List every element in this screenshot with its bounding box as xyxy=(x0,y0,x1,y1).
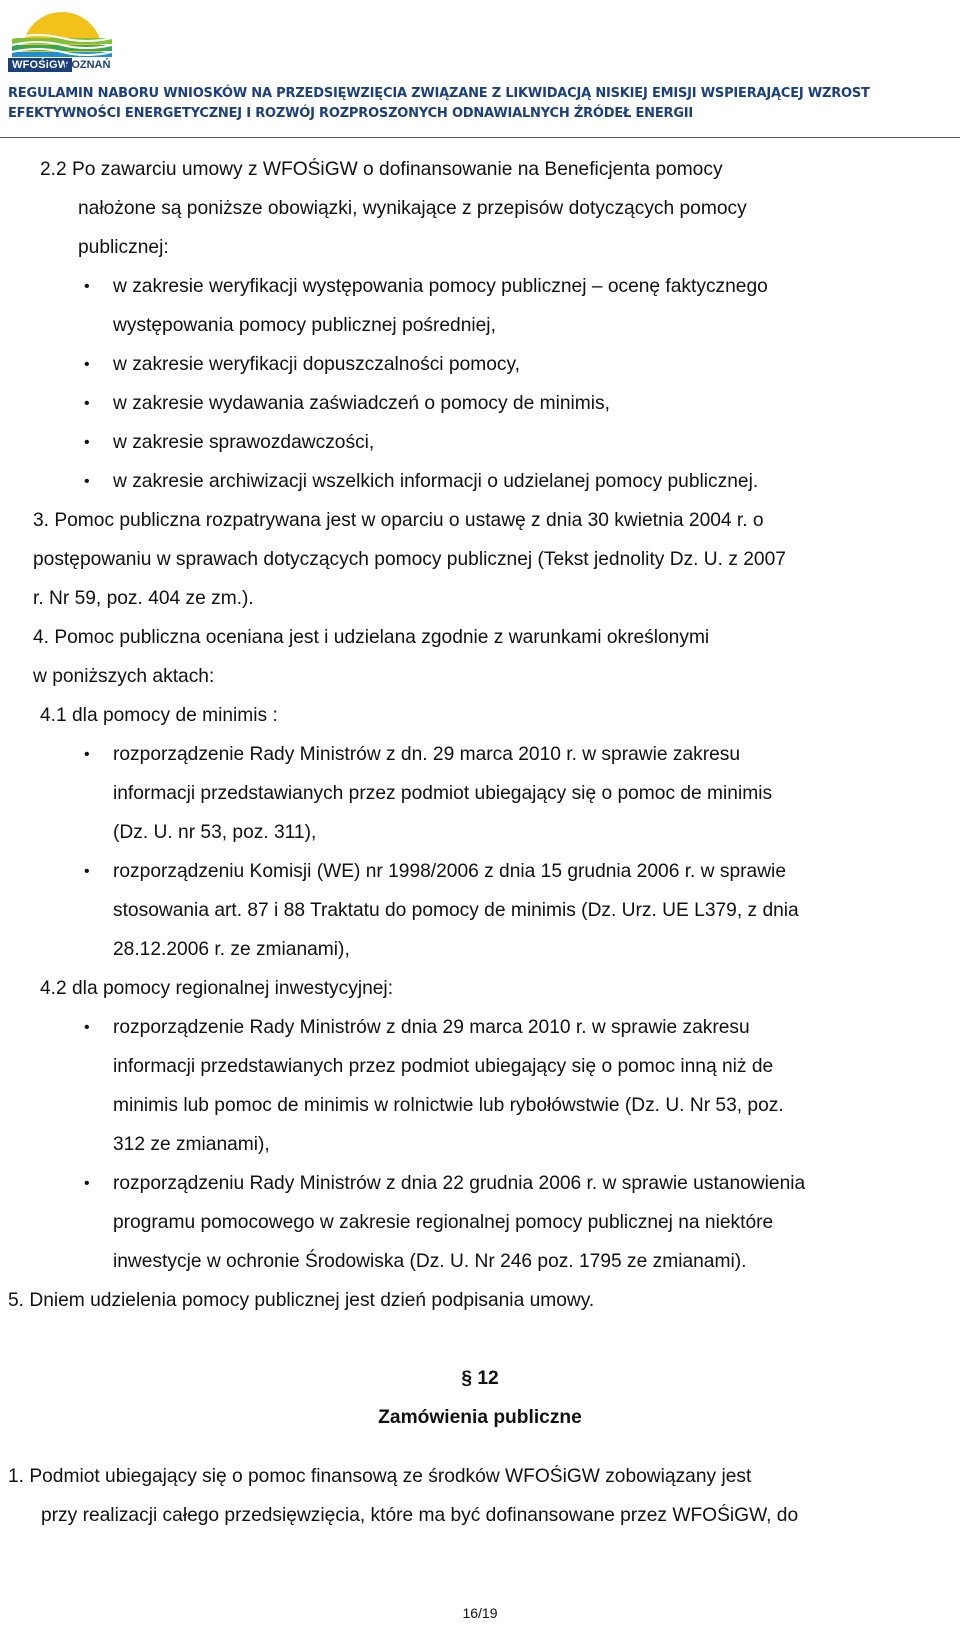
subsection-heading: 4.1 dla pomocy de minimis : xyxy=(40,705,278,726)
bullet-icon: • xyxy=(84,863,90,880)
list-item: 312 ze zmianami), xyxy=(113,1134,270,1155)
page-number: 16/19 xyxy=(462,1605,498,1621)
list-item: w zakresie sprawozdawczości, xyxy=(113,432,375,453)
document-header-line-2: EFEKTYWNOŚCI ENERGETYCZNEJ I ROZWÓJ ROZPROSZONYCH ODNAWIALNYCH ŹRÓDEŁ ENERGII xyxy=(8,106,694,121)
list-item: w zakresie weryfikacji dopuszczalności pomocy, xyxy=(113,354,520,375)
list-item: rozporządzeniu Komisji (WE) nr 1998/2006 z dnia 15 grudnia 2006 r. w sprawie xyxy=(113,861,786,882)
bullet-icon: • xyxy=(84,278,90,295)
bullet-icon: • xyxy=(84,395,90,412)
bullet-icon: • xyxy=(84,473,90,490)
list-item: rozporządzeniu Rady Ministrów z dnia 22 grudnia 2006 r. w sprawie ustanowienia xyxy=(113,1173,806,1194)
paragraph-line: 1. Podmiot ubiegający się o pomoc finansową ze środków WFOŚiGW zobowiązany jest xyxy=(8,1466,752,1487)
list-item: (Dz. U. nr 53, poz. 311), xyxy=(113,822,317,843)
paragraph-line: publicznej: xyxy=(78,237,169,258)
list-item: 28.12.2006 r. ze zmianami), xyxy=(113,939,350,960)
paragraph-line: 2.2 Po zawarciu umowy z WFOŚiGW o dofinansowanie na Beneficjenta pomocy xyxy=(40,159,723,180)
logo-city: POZNAŃ xyxy=(64,59,111,71)
list-item: programu pomocowego w zakresie regionalnej pomocy publicznej na niektóre xyxy=(113,1212,774,1233)
list-item: informacji przedstawianych przez podmiot ubiegający się o pomoc inną niż de xyxy=(113,1056,774,1077)
paragraph-line: r. Nr 59, poz. 404 ze zm.). xyxy=(33,588,254,609)
paragraph-line: w poniższych aktach: xyxy=(33,666,215,687)
paragraph-line: nałożone są poniższe obowiązki, wynikające z przepisów dotyczących pomocy xyxy=(78,198,747,219)
paragraph-line: postępowaniu w sprawach dotyczących pomocy publicznej (Tekst jednolity Dz. U. z 2007 xyxy=(33,549,786,570)
list-item: informacji przedstawianych przez podmiot ubiegający się o pomoc de minimis xyxy=(113,783,773,804)
list-item: stosowania art. 87 i 88 Traktatu do pomocy de minimis (Dz. Urz. UE L379, z dnia xyxy=(113,900,799,921)
list-item: w zakresie weryfikacji występowania pomocy publicznej – ocenę faktycznego xyxy=(113,276,768,297)
bullet-icon: • xyxy=(84,434,90,451)
bullet-icon: • xyxy=(84,356,90,373)
header-divider xyxy=(0,137,960,138)
section-title: Zamówienia publiczne xyxy=(378,1407,582,1428)
paragraph-line: 5. Dniem udzielenia pomocy publicznej jest dzień podpisania umowy. xyxy=(8,1290,595,1311)
paragraph-line: przy realizacji całego przedsięwzięcia, które ma być dofinansowane przez WFOŚiGW, do xyxy=(41,1505,799,1526)
bullet-icon: • xyxy=(84,1019,90,1036)
list-item: inwestycje w ochronie Środowiska (Dz. U. Nr 246 poz. 1795 ze zmianami). xyxy=(113,1251,747,1272)
list-item: występowania pomocy publicznej pośredniej, xyxy=(113,315,496,336)
bullet-icon: • xyxy=(84,1175,90,1192)
list-item: rozporządzenie Rady Ministrów z dnia 29 marca 2010 r. w sprawie zakresu xyxy=(113,1017,750,1038)
paragraph-line: 4. Pomoc publiczna oceniana jest i udzielana zgodnie z warunkami określonymi xyxy=(33,627,710,648)
bullet-icon: • xyxy=(84,746,90,763)
list-item: minimis lub pomoc de minimis w rolnictwie lub rybołówstwie (Dz. U. Nr 53, poz. xyxy=(113,1095,784,1116)
list-item: w zakresie archiwizacji wszelkich informacji o udzielanej pomocy publicznej. xyxy=(113,471,759,492)
list-item: w zakresie wydawania zaświadczeń o pomocy de minimis, xyxy=(113,393,610,414)
section-number: § 12 xyxy=(461,1368,499,1389)
list-item: rozporządzenie Rady Ministrów z dn. 29 marca 2010 r. w sprawie zakresu xyxy=(113,744,741,765)
document-header-line-1: REGULAMIN NABORU WNIOSKÓW NA PRZEDSIĘWZIĘCIA ZWIĄZANE Z LIKWIDACJĄ NISKIEJ EMISJI WSPIERAJĄCEJ WZROST xyxy=(8,86,870,101)
paragraph-line: 3. Pomoc publiczna rozpatrywana jest w oparciu o ustawę z dnia 30 kwietnia 2004 r. o xyxy=(33,510,764,531)
logo-label: WFOŚiGW xyxy=(8,58,72,72)
subsection-heading: 4.2 dla pomocy regionalnej inwestycyjnej: xyxy=(40,978,394,999)
